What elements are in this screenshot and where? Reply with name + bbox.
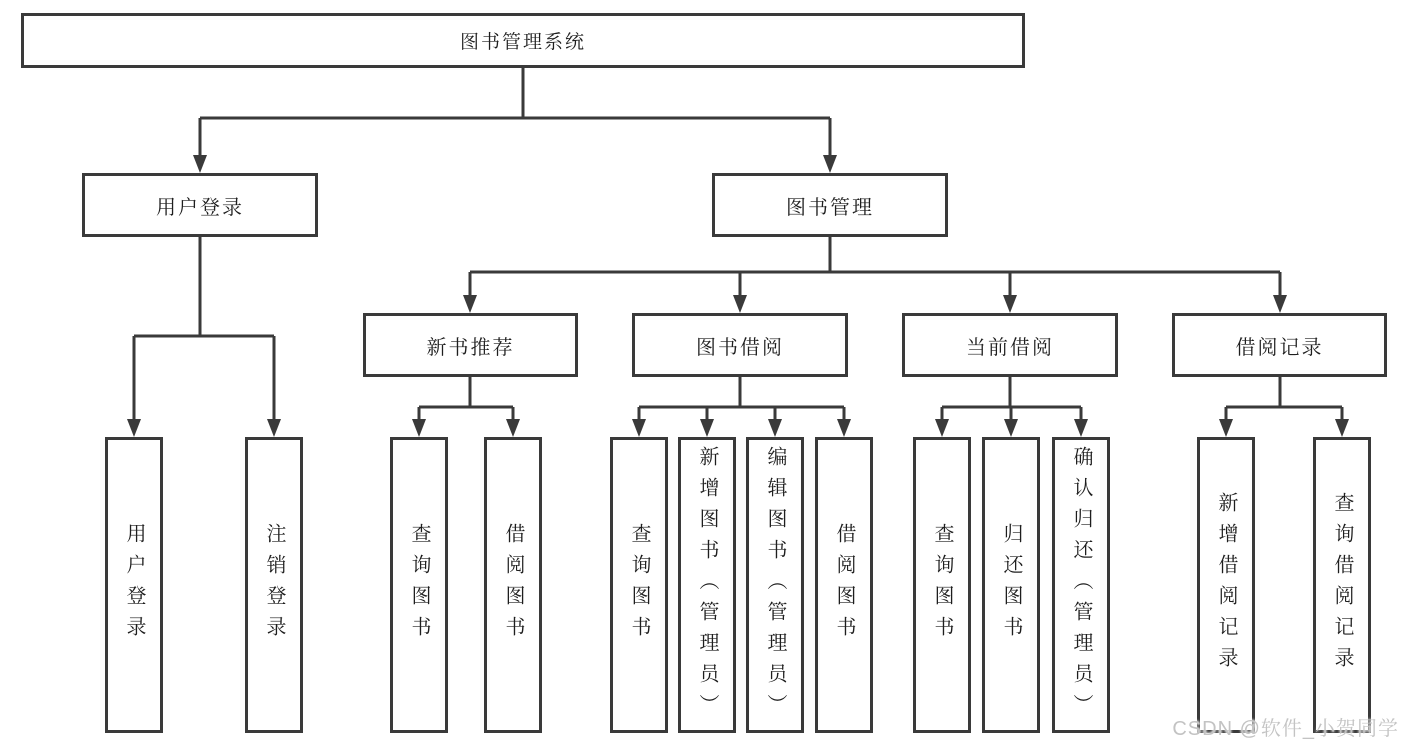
leaf-current-confirm-return-admin-label: 确认归还（管理员） xyxy=(1070,445,1092,725)
connector-borrow-records-to-leaves xyxy=(1219,377,1349,437)
node-book-borrow-label: 图书借阅 xyxy=(696,336,784,359)
leaf-current-return-books-label: 归还图书 xyxy=(1000,523,1022,647)
leaf-records-add-record xyxy=(1197,437,1255,733)
leaf-user-login-label: 用户登录 xyxy=(123,523,145,647)
leaf-current-return-books xyxy=(982,437,1040,733)
leaf-borrow-edit-books-admin xyxy=(746,437,804,733)
connector-book-management-to-level3 xyxy=(463,237,1287,313)
node-current-borrow xyxy=(902,313,1118,377)
connector-root-to-level2 xyxy=(193,68,837,173)
connector-user-login-to-leaves xyxy=(127,237,281,437)
node-root-label: 图书管理系统 xyxy=(459,32,586,53)
connector-current-borrow-to-leaves xyxy=(935,377,1088,437)
leaf-newbook-query-books xyxy=(390,437,448,733)
node-borrow-records-label: 借阅记录 xyxy=(1235,336,1324,359)
node-root xyxy=(21,13,1025,68)
leaf-user-login xyxy=(105,437,163,733)
node-new-book-recommend xyxy=(363,313,578,377)
leaf-newbook-query-books-label: 查询图书 xyxy=(408,523,430,647)
leaf-borrow-add-books-admin-label: 新增图书（管理员） xyxy=(696,445,718,725)
leaf-current-query-books xyxy=(913,437,971,733)
node-borrow-records xyxy=(1172,313,1387,377)
leaf-records-query-record-label: 查询借阅记录 xyxy=(1331,492,1353,678)
node-book-management xyxy=(712,173,948,237)
leaf-borrow-query-books-label: 查询图书 xyxy=(628,523,650,647)
node-book-borrow xyxy=(632,313,848,377)
node-book-management-label: 图书管理 xyxy=(786,196,874,219)
watermark: CSDN @软件_小贺同学 xyxy=(1172,718,1399,740)
leaf-newbook-borrow-books-label: 借阅图书 xyxy=(502,523,524,647)
leaf-borrow-borrow-books xyxy=(815,437,873,733)
leaf-current-confirm-return-admin xyxy=(1052,437,1110,733)
leaf-current-query-books-label: 查询图书 xyxy=(931,523,953,647)
leaf-borrow-query-books xyxy=(610,437,668,733)
node-new-book-recommend-label: 新书推荐 xyxy=(426,336,515,359)
leaf-logout xyxy=(245,437,303,733)
leaf-logout-label: 注销登录 xyxy=(263,523,285,647)
leaf-newbook-borrow-books xyxy=(484,437,542,733)
leaf-records-query-record xyxy=(1313,437,1371,733)
leaf-borrow-borrow-books-label: 借阅图书 xyxy=(833,523,855,647)
leaf-borrow-add-books-admin xyxy=(678,437,736,733)
connector-book-borrow-to-leaves xyxy=(632,377,851,437)
node-user-login xyxy=(82,173,318,237)
connector-new-book-to-leaves xyxy=(412,377,520,437)
leaf-borrow-edit-books-admin-label: 编辑图书（管理员） xyxy=(764,445,786,725)
leaf-records-add-record-label: 新增借阅记录 xyxy=(1215,492,1237,678)
node-current-borrow-label: 当前借阅 xyxy=(966,336,1054,359)
node-user-login-label: 用户登录 xyxy=(156,196,244,219)
